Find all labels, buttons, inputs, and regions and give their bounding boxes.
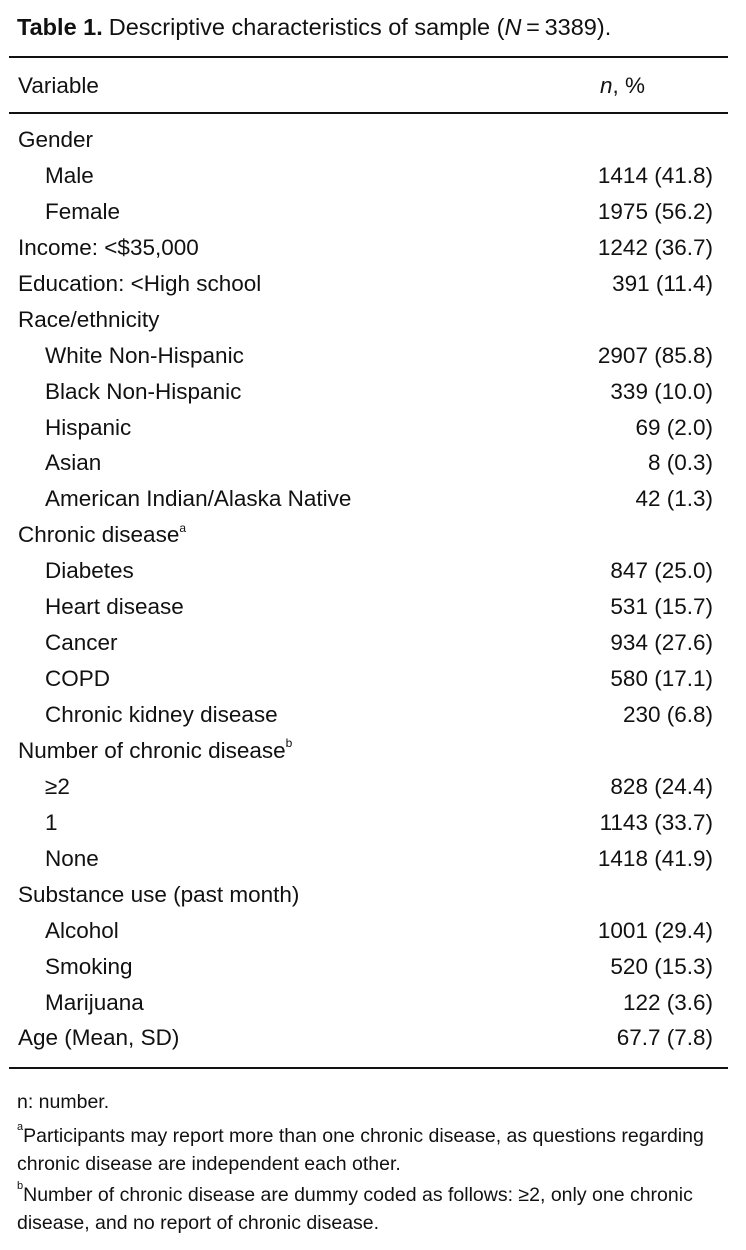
n-header-rest: , % bbox=[612, 73, 646, 98]
table-row bbox=[18, 697, 713, 733]
row-value: 391 (11.4) bbox=[612, 270, 713, 296]
table-row bbox=[18, 374, 713, 410]
row-variable bbox=[45, 338, 244, 374]
top-rule bbox=[9, 56, 728, 58]
row-label: Income: <$35,000 bbox=[18, 234, 199, 260]
row-label: Heart disease bbox=[45, 594, 184, 620]
row-label: Gender bbox=[18, 127, 94, 152]
table-row bbox=[18, 985, 713, 1021]
row-variable bbox=[18, 517, 186, 553]
row-value: 42 (1.3) bbox=[635, 486, 713, 512]
footnote-b bbox=[17, 1181, 729, 1238]
footnote-b-mark: b bbox=[17, 1180, 24, 1192]
variable-column-header: Variable bbox=[18, 73, 99, 98]
table-row bbox=[18, 805, 713, 841]
n-header-symbol: n bbox=[600, 73, 613, 98]
row-variable bbox=[45, 410, 131, 446]
row-value: 1418 (41.9) bbox=[597, 845, 713, 871]
row-variable bbox=[18, 266, 261, 302]
row-value: 520 (15.3) bbox=[610, 953, 713, 979]
row-variable bbox=[45, 841, 99, 877]
row-variable bbox=[18, 230, 199, 266]
row-value: 69 (2.0) bbox=[635, 414, 713, 440]
table-row bbox=[18, 410, 713, 446]
row-variable bbox=[45, 589, 184, 625]
table-row bbox=[18, 122, 713, 158]
footnote-marker: a bbox=[179, 520, 187, 535]
table-row bbox=[18, 589, 713, 625]
row-label: Diabetes bbox=[45, 558, 134, 584]
table-row bbox=[18, 1020, 713, 1056]
table-row bbox=[18, 733, 713, 769]
row-variable bbox=[18, 1020, 179, 1056]
table-row bbox=[18, 661, 713, 697]
table-row bbox=[18, 769, 713, 805]
row-label: Chronic kidney disease bbox=[45, 702, 278, 727]
table-row bbox=[18, 266, 713, 302]
row-value: 531 (15.7) bbox=[610, 594, 713, 620]
row-value: 847 (25.0) bbox=[610, 558, 713, 584]
table-row bbox=[18, 949, 713, 985]
table-row bbox=[18, 877, 713, 913]
table-label: Table 1. bbox=[17, 14, 103, 40]
row-label: Asian bbox=[45, 450, 102, 476]
row-variable bbox=[45, 625, 118, 661]
footnote-marker: b bbox=[285, 736, 293, 751]
row-variable bbox=[45, 805, 58, 841]
footnote-a bbox=[17, 1122, 729, 1179]
row-value: 934 (27.6) bbox=[610, 630, 713, 656]
row-value: 580 (17.1) bbox=[610, 666, 713, 692]
row-label: Black Non-Hispanic bbox=[45, 378, 242, 404]
footnote-n: n: number. bbox=[17, 1091, 110, 1113]
row-label: Race/ethnicity bbox=[18, 306, 160, 332]
row-label: ≥2 bbox=[45, 773, 70, 799]
row-variable bbox=[18, 122, 93, 158]
row-variable bbox=[45, 445, 101, 481]
row-label: Marijuana bbox=[45, 989, 144, 1015]
title-text-after: = 3389). bbox=[521, 14, 612, 40]
row-value: 2907 (85.8) bbox=[597, 342, 713, 368]
row-value: 230 (6.8) bbox=[622, 702, 713, 727]
row-value: 828 (24.4) bbox=[610, 773, 713, 799]
row-variable bbox=[45, 481, 351, 517]
row-value: 1143 (33.7) bbox=[599, 809, 713, 835]
row-label: Cancer bbox=[45, 630, 118, 656]
row-value: 1414 (41.8) bbox=[597, 162, 713, 188]
row-value: 339 (10.0) bbox=[610, 378, 713, 404]
row-label: Number of chronic disease bbox=[18, 737, 286, 763]
row-variable bbox=[45, 661, 110, 697]
table-row bbox=[18, 553, 713, 589]
row-variable bbox=[45, 769, 70, 805]
table-row bbox=[18, 302, 713, 338]
footnote-b-text: Number of chronic disease are dummy coded as follows: ≥2, only one chronic disease, and no report of chronic disease. bbox=[17, 1183, 693, 1234]
table-row bbox=[18, 445, 713, 481]
row-variable bbox=[45, 374, 241, 410]
row-label: None bbox=[45, 845, 99, 871]
row-label: Female bbox=[45, 198, 121, 224]
table-body bbox=[18, 122, 713, 1056]
row-value: 1242 (36.7) bbox=[597, 234, 713, 260]
row-value: 1975 (56.2) bbox=[597, 198, 713, 224]
table-row bbox=[18, 481, 713, 517]
row-label: Smoking bbox=[45, 953, 133, 979]
table-row bbox=[18, 230, 713, 266]
table-title bbox=[17, 10, 611, 44]
footnote-a-text: Participants may report more than one chronic disease, as questions regarding chronic disease are independent each other. bbox=[17, 1124, 704, 1175]
row-variable bbox=[45, 697, 278, 733]
row-label: Age (Mean, SD) bbox=[18, 1025, 180, 1051]
row-label: COPD bbox=[45, 666, 111, 692]
row-label: Hispanic bbox=[45, 414, 132, 440]
row-label: 1 bbox=[45, 809, 58, 835]
table-row bbox=[18, 517, 713, 553]
row-variable bbox=[45, 553, 134, 589]
row-variable bbox=[45, 949, 133, 985]
row-variable bbox=[45, 985, 144, 1021]
table-row bbox=[18, 194, 713, 230]
row-variable bbox=[45, 158, 94, 194]
row-value: 1001 (29.4) bbox=[597, 917, 713, 943]
row-label: Male bbox=[45, 162, 94, 188]
row-label: White Non-Hispanic bbox=[45, 342, 244, 368]
table-row bbox=[18, 338, 713, 374]
footnote-a-mark: a bbox=[17, 1121, 24, 1133]
table-footnotes bbox=[17, 1088, 729, 1240]
row-value: 67.7 (7.8) bbox=[616, 1025, 713, 1051]
table-row bbox=[18, 913, 713, 949]
row-label: Chronic disease bbox=[18, 522, 180, 548]
table-row bbox=[18, 158, 713, 194]
bottom-rule bbox=[9, 1067, 728, 1069]
header-rule bbox=[9, 112, 728, 114]
row-label: American Indian/Alaska Native bbox=[45, 486, 352, 512]
title-n-symbol: N bbox=[504, 14, 522, 40]
row-variable bbox=[45, 913, 119, 949]
row-variable bbox=[18, 877, 299, 913]
table-header bbox=[18, 68, 728, 104]
row-variable bbox=[18, 302, 159, 338]
row-value: 8 (0.3) bbox=[647, 450, 713, 476]
title-text-before: Descriptive characteristics of sample ( bbox=[108, 14, 505, 40]
row-variable bbox=[18, 733, 292, 769]
row-value: 122 (3.6) bbox=[622, 989, 713, 1015]
row-label: Alcohol bbox=[45, 917, 119, 943]
table-row bbox=[18, 841, 713, 877]
row-label: Education: <High school bbox=[18, 270, 262, 296]
n-percent-column-header bbox=[600, 68, 645, 104]
row-variable bbox=[45, 194, 120, 230]
table-row bbox=[18, 625, 713, 661]
row-label: Substance use (past month) bbox=[18, 881, 300, 907]
